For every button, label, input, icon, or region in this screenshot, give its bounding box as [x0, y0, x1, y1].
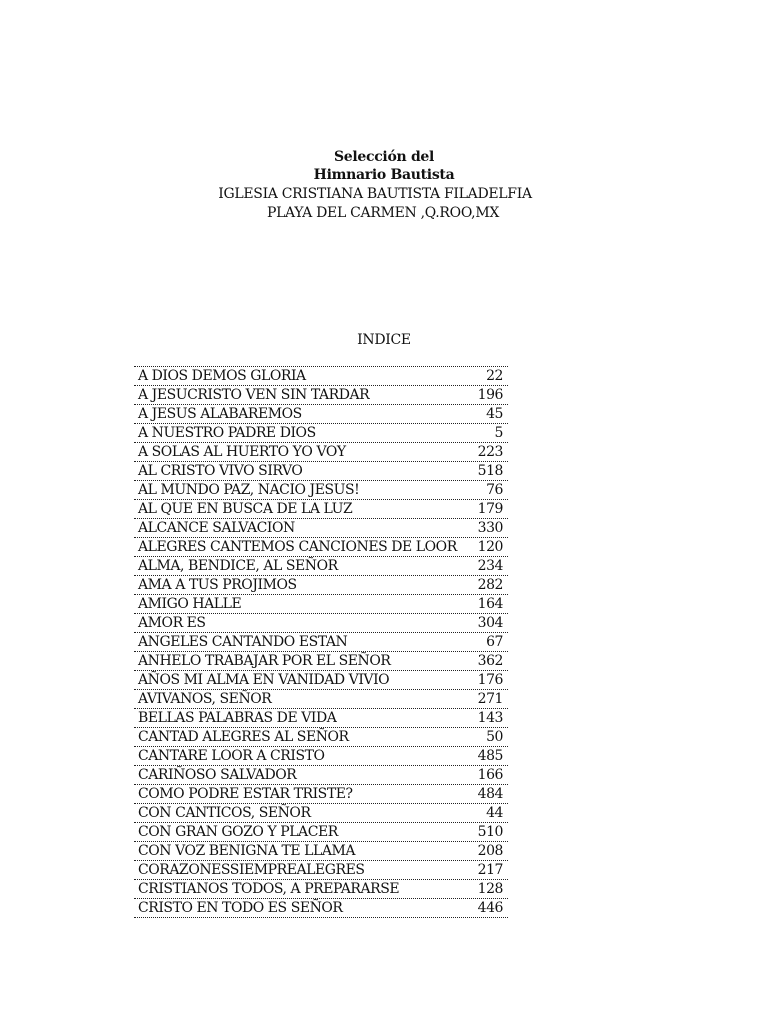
index-row	[134, 804, 508, 823]
hymn-number: 76	[486, 482, 503, 498]
index-row	[134, 823, 508, 842]
index-row	[134, 386, 508, 405]
index-row	[134, 842, 508, 861]
hymn-number: 5	[494, 425, 503, 441]
hymn-title: AMIGO HALLE	[138, 596, 242, 612]
hymn-number: 179	[477, 501, 503, 517]
hymn-number: 271	[477, 691, 503, 707]
hymn-title: AÑOS MI ALMA EN VANIDAD VIVIO	[138, 672, 390, 688]
hymn-number: 485	[477, 748, 503, 764]
church-location: PLAYA DEL CARMEN ,Q.ROO,MX	[266, 205, 500, 221]
index-row	[134, 728, 508, 747]
hymn-number: 128	[477, 881, 503, 897]
hymn-number: 304	[477, 615, 503, 631]
hymn-title: CORAZONESSIEMPREALEGRES	[138, 862, 365, 878]
hymn-title: CON CANTICOS, SEÑOR	[138, 805, 311, 821]
hymn-number: 282	[477, 577, 503, 593]
hymn-title: AMA A TUS PROJIMOS	[138, 577, 297, 593]
index-row	[134, 690, 508, 709]
hymn-number: 208	[477, 843, 503, 859]
index-row	[134, 709, 508, 728]
index-row	[134, 500, 508, 519]
hymn-number: 176	[477, 672, 503, 688]
hymn-title: COMO PODRE ESTAR TRISTE?	[138, 786, 353, 802]
hymn-title: A DIOS DEMOS GLORIA	[138, 368, 306, 384]
hymn-number: 196	[477, 387, 503, 403]
hymn-title: CRISTO EN TODO ES SEÑOR	[138, 900, 343, 916]
hymn-number: 510	[477, 824, 503, 840]
index-row	[134, 633, 508, 652]
hymn-number: 120	[477, 539, 503, 555]
hymn-number: 44	[486, 805, 503, 821]
index-row	[134, 443, 508, 462]
index-heading: INDICE	[357, 332, 411, 348]
index-row	[134, 405, 508, 424]
index-row	[134, 899, 508, 918]
hymn-number: 22	[486, 368, 503, 384]
hymn-title: ALMA, BENDICE, AL SEÑOR	[138, 558, 338, 574]
hymn-title: CON VOZ BENIGNA TE LLAMA	[138, 843, 356, 859]
hymn-title: ALEGRES CANTEMOS CANCIONES DE LOOR	[138, 539, 457, 555]
hymn-title: AL MUNDO PAZ, NACIO JESUS!	[138, 482, 360, 498]
index-table	[134, 366, 508, 918]
index-row	[134, 367, 508, 386]
hymn-title: A JESUS ALABAREMOS	[138, 406, 302, 422]
hymn-title: ANGELES CANTANDO ESTAN	[138, 634, 348, 650]
hymn-number: 362	[477, 653, 503, 669]
hymn-number: 223	[477, 444, 503, 460]
hymn-title: CANTARE LOOR A CRISTO	[138, 748, 325, 764]
hymn-title: ANHELO TRABAJAR POR EL SEÑOR	[138, 653, 391, 669]
hymn-title: AL QUE EN BUSCA DE LA LUZ	[138, 501, 353, 517]
hymn-number: 330	[477, 520, 503, 536]
index-row	[134, 747, 508, 766]
hymn-number: 45	[486, 406, 503, 422]
hymn-number: 484	[477, 786, 503, 802]
index-row	[134, 595, 508, 614]
hymn-number: 518	[477, 463, 503, 479]
hymn-title: CON GRAN GOZO Y PLACER	[138, 824, 338, 840]
hymn-title: A NUESTRO PADRE DIOS	[138, 425, 316, 441]
index-row	[134, 861, 508, 880]
hymn-title: BELLAS PALABRAS DE VIDA	[138, 710, 337, 726]
header-subtitle-line: Himnario Bautista	[313, 167, 455, 183]
hymn-number: 67	[486, 634, 503, 650]
hymn-number: 50	[486, 729, 503, 745]
hymn-number: 164	[477, 596, 503, 612]
index-row	[134, 519, 508, 538]
hymn-title: ALCANCE SALVACION	[138, 520, 295, 536]
hymn-number: 166	[477, 767, 503, 783]
header-title-line: Selección del	[333, 149, 435, 165]
hymn-title: CARIÑOSO SALVADOR	[138, 767, 297, 783]
hymn-title: CANTAD ALEGRES AL SEÑOR	[138, 729, 349, 745]
index-row	[134, 614, 508, 633]
hymn-title: A JESUCRISTO VEN SIN TARDAR	[138, 387, 370, 403]
index-row	[134, 424, 508, 443]
index-row	[134, 880, 508, 899]
index-row	[134, 671, 508, 690]
hymn-title: AL CRISTO VIVO SIRVO	[138, 463, 303, 479]
hymn-number: 217	[477, 862, 503, 878]
hymn-number: 234	[477, 558, 503, 574]
index-row	[134, 576, 508, 595]
index-row	[134, 652, 508, 671]
index-row	[134, 462, 508, 481]
hymn-number: 143	[477, 710, 503, 726]
hymn-title: A SOLAS AL HUERTO YO VOY	[138, 444, 346, 460]
hymn-number: 446	[477, 900, 503, 916]
index-row	[134, 785, 508, 804]
index-row	[134, 766, 508, 785]
hymn-title: AMOR ES	[138, 615, 206, 631]
church-name: IGLESIA CRISTIANA BAUTISTA FILADELFIA	[218, 186, 532, 202]
index-row	[134, 481, 508, 500]
index-row	[134, 557, 508, 576]
hymn-title: CRISTIANOS TODOS, A PREPARARSE	[138, 881, 400, 897]
index-row	[134, 538, 508, 557]
hymn-title: AVIVANOS, SEÑOR	[138, 691, 272, 707]
